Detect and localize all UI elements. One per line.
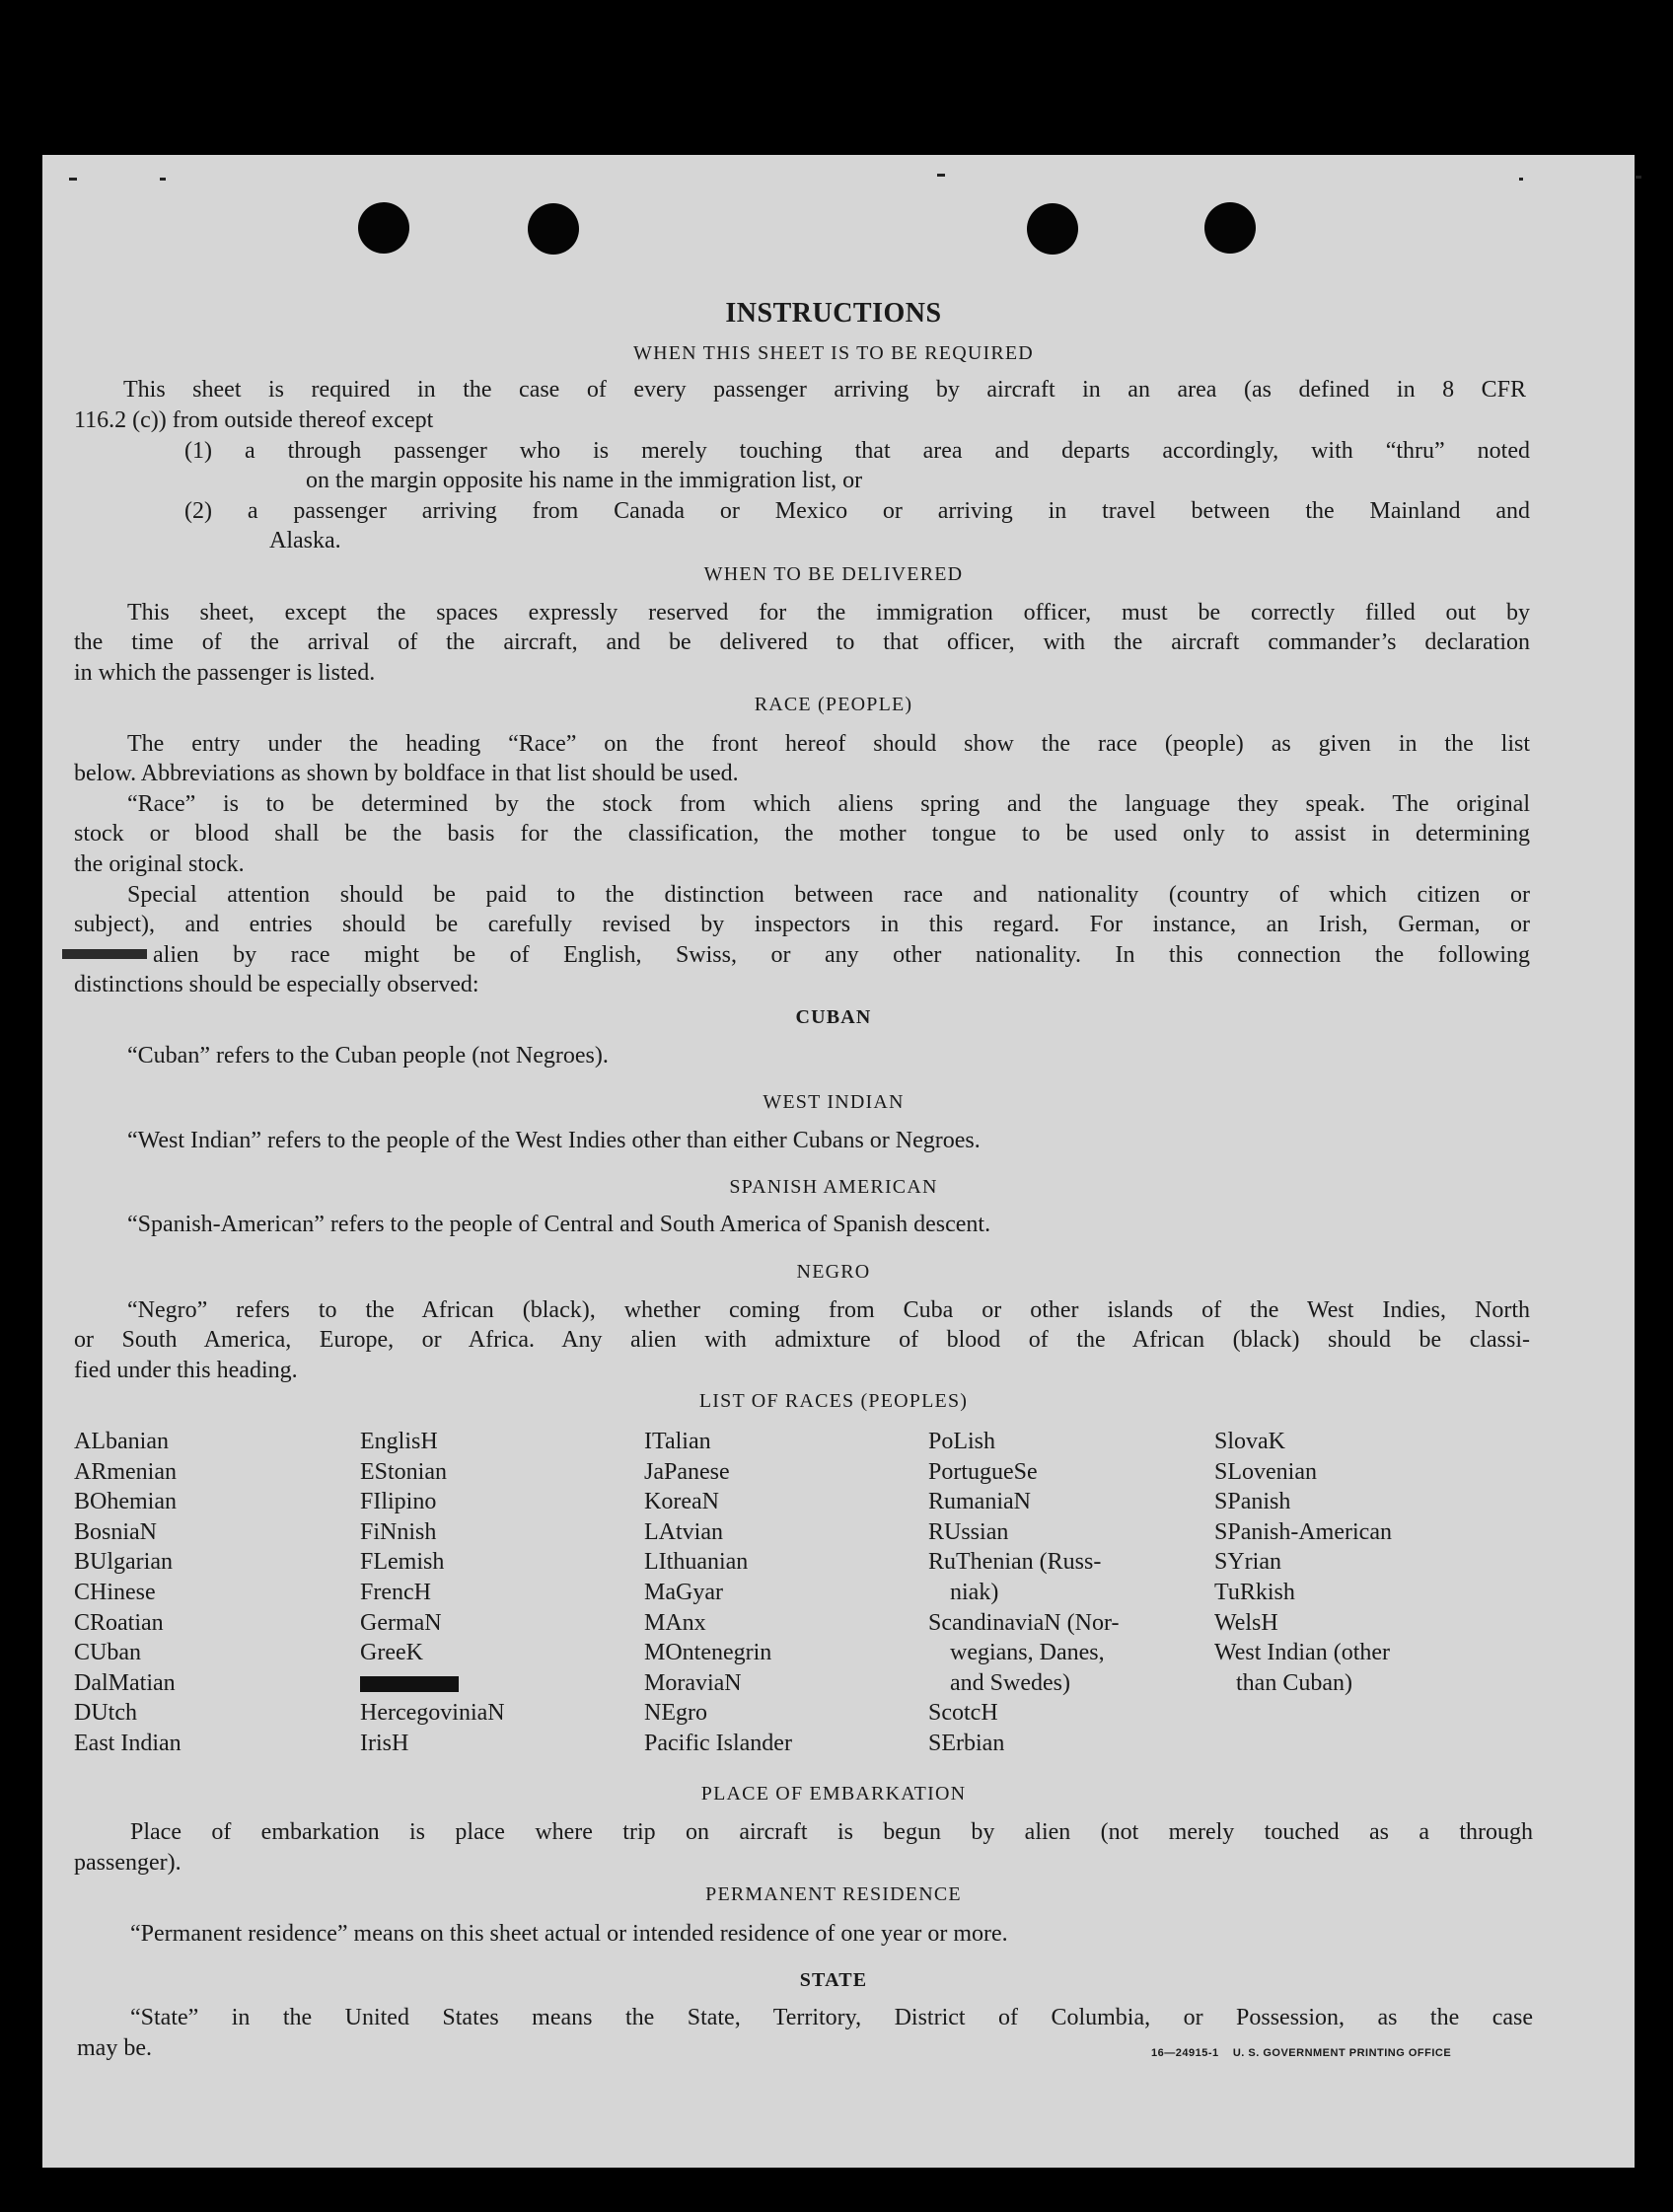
text-line: Special attention should be paid to the distinction between race and nationality (country of which citizen or bbox=[127, 882, 1530, 908]
text-line: “Race” is to be determined by the stock from which aliens spring and the language they speak. The original bbox=[127, 791, 1530, 817]
race-item: SPanish-American bbox=[1214, 1518, 1392, 1545]
race-item: CRoatian bbox=[74, 1609, 164, 1636]
race-item: RUssian bbox=[928, 1518, 1009, 1545]
race-item: SlovaK bbox=[1214, 1429, 1285, 1454]
text-line: (1) a through passenger who is merely touching that area and departs accordingly, with “thru” noted bbox=[184, 438, 1530, 464]
text-line: the time of the arrival of the aircraft, and be delivered to that officer, with the aircraft commander’s declaration bbox=[74, 629, 1530, 655]
race-item: LAtvian bbox=[644, 1518, 723, 1545]
race-item: SLovenian bbox=[1214, 1458, 1317, 1485]
race-item: LIthuanian bbox=[644, 1549, 749, 1576]
race-item: MOntenegrin bbox=[644, 1640, 772, 1666]
heading-permanent-residence: PERMANENT RESIDENCE bbox=[705, 1883, 962, 1905]
race-item: MaGyar bbox=[644, 1579, 723, 1605]
text-line: below. Abbreviations as shown by boldface in that list should be used. bbox=[74, 761, 739, 786]
race-item: West Indian (other bbox=[1214, 1640, 1391, 1666]
race-item: EnglisH bbox=[360, 1429, 438, 1454]
race-item: GermaN bbox=[360, 1609, 442, 1636]
race-item-redacted bbox=[360, 1668, 505, 1699]
race-item: JaPanese bbox=[644, 1458, 730, 1485]
text-line: “Permanent residence” means on this sheet actual or intended residence of one year or more. bbox=[130, 1921, 1008, 1947]
text-line: (2) a passenger arriving from Canada or Mexico or arriving in travel between the Mainland and bbox=[184, 498, 1530, 524]
race-item: WelsH bbox=[1214, 1609, 1278, 1636]
scan-speck bbox=[1636, 176, 1641, 179]
race-item: ARmenian bbox=[74, 1458, 177, 1485]
heading-place-of-embarkation: PLACE OF EMBARKATION bbox=[700, 1783, 967, 1805]
text-line: or South America, Europe, or Africa. Any alien with admixture of blood of the African (black) should be classi- bbox=[74, 1327, 1530, 1353]
races-column-5 bbox=[1214, 1427, 1392, 1698]
race-item: NEgro bbox=[644, 1700, 707, 1727]
race-item: TuRkish bbox=[1214, 1579, 1295, 1605]
text-line: stock or blood shall be the basis for the classification, the mother tongue to be used only to assist in determining bbox=[74, 821, 1530, 847]
race-item: SYrian bbox=[1214, 1549, 1281, 1576]
heading-when-delivered: WHEN TO BE DELIVERED bbox=[703, 563, 964, 585]
race-item: FLemish bbox=[360, 1549, 445, 1576]
race-item: Pacific Islander bbox=[644, 1730, 792, 1756]
race-item: BOhemian bbox=[74, 1489, 177, 1515]
text-line: fied under this heading. bbox=[74, 1358, 298, 1383]
heading-list-of-races: LIST OF RACES (PEOPLES) bbox=[698, 1390, 969, 1412]
text-line: “West Indian” refers to the people of the West Indies other than either Cubans or Negroes. bbox=[127, 1128, 981, 1153]
race-item: ScotcH bbox=[928, 1700, 998, 1727]
text-line: passenger). bbox=[74, 1850, 182, 1876]
race-item: ITalian bbox=[644, 1429, 711, 1454]
race-item: FiNnish bbox=[360, 1518, 437, 1545]
text-line: “State” in the United States means the State, Territory, District of Columbia, or Possession, as the case bbox=[130, 2005, 1533, 2030]
text-line: alien by race might be of English, Swiss, or any other nationality. In this connection the following bbox=[153, 942, 1530, 968]
race-item: PoLish bbox=[928, 1429, 996, 1454]
race-item: MAnx bbox=[644, 1609, 706, 1636]
heading-negro: NEGRO bbox=[796, 1261, 871, 1283]
race-item: BUlgarian bbox=[74, 1549, 173, 1576]
redaction-mark bbox=[360, 1676, 459, 1692]
race-item: HercegoviniaN bbox=[360, 1700, 505, 1727]
text-line: Alaska. bbox=[269, 528, 341, 553]
races-column-2 bbox=[360, 1427, 505, 1759]
text-line: the original stock. bbox=[74, 851, 245, 877]
page-title: INSTRUCTIONS bbox=[725, 298, 942, 329]
race-item: wegians, Danes, bbox=[950, 1640, 1105, 1666]
text-line: Place of embarkation is place where trip on aircraft is begun by alien (not merely touched as a through bbox=[130, 1819, 1533, 1845]
printing-office-footer: 16—24915-1 U. S. GOVERNMENT PRINTING OFFICE bbox=[1151, 2047, 1452, 2059]
heading-west-indian: WEST INDIAN bbox=[763, 1091, 905, 1113]
text-line: This sheet is required in the case of every passenger arriving by aircraft in an area (as defined in 8 CFR bbox=[123, 377, 1526, 403]
race-item: SPanish bbox=[1214, 1489, 1291, 1515]
race-item: DalMatian bbox=[74, 1669, 176, 1696]
race-item: DUtch bbox=[74, 1700, 137, 1727]
race-item: RumaniaN bbox=[928, 1489, 1031, 1515]
heading-spanish-american: SPANISH AMERICAN bbox=[729, 1176, 938, 1198]
text-line: distinctions should be especially observed: bbox=[74, 972, 479, 997]
race-item: East Indian bbox=[74, 1730, 182, 1756]
races-column-4 bbox=[928, 1427, 1119, 1759]
race-item: BosniaN bbox=[74, 1518, 157, 1545]
race-item: FIlipino bbox=[360, 1489, 437, 1515]
race-item: CHinese bbox=[74, 1579, 156, 1605]
race-item: GreeK bbox=[360, 1640, 423, 1666]
race-item: MoraviaN bbox=[644, 1669, 742, 1696]
content bbox=[74, 0, 1593, 2212]
race-item: RuThenian (Russ- bbox=[928, 1549, 1102, 1576]
race-item: and Swedes) bbox=[950, 1669, 1070, 1696]
races-column-1 bbox=[74, 1427, 182, 1759]
heading-when-required: WHEN THIS SHEET IS TO BE REQUIRED bbox=[633, 342, 1034, 364]
text-line: subject), and entries should be carefully revised by inspectors in this regard. For instance, an Irish, German, or bbox=[74, 912, 1530, 937]
race-item: FrencH bbox=[360, 1579, 431, 1605]
race-item: IrisH bbox=[360, 1730, 409, 1756]
race-item: ScandinaviaN (Nor- bbox=[928, 1609, 1120, 1636]
text-line: “Negro” refers to the African (black), whether coming from Cuba or other islands of the West Indies, North bbox=[127, 1297, 1530, 1323]
text-line: in which the passenger is listed. bbox=[74, 660, 376, 686]
redaction-mark bbox=[62, 949, 147, 959]
heading-cuban: CUBAN bbox=[795, 1006, 872, 1028]
text-line: may be. bbox=[77, 2035, 152, 2061]
race-item: EStonian bbox=[360, 1458, 447, 1485]
race-item: than Cuban) bbox=[1236, 1669, 1352, 1696]
race-item: niak) bbox=[950, 1579, 999, 1605]
race-item: ALbanian bbox=[74, 1429, 169, 1454]
race-item: CUban bbox=[74, 1640, 141, 1666]
text-line: “Spanish-American” refers to the people of Central and South America of Spanish descent. bbox=[127, 1212, 991, 1237]
text-line: “Cuban” refers to the Cuban people (not Negroes). bbox=[127, 1043, 609, 1069]
race-item: SErbian bbox=[928, 1730, 1005, 1756]
heading-race: RACE (PEOPLE) bbox=[754, 694, 913, 715]
text-line: on the margin opposite his name in the immigration list, or bbox=[306, 468, 863, 493]
race-item: KoreaN bbox=[644, 1489, 719, 1515]
heading-state: STATE bbox=[799, 1969, 868, 1991]
races-column-3 bbox=[644, 1427, 792, 1759]
text-line: This sheet, except the spaces expressly reserved for the immigration officer, must be correctly filled out by bbox=[127, 600, 1530, 626]
race-item: PortugueSe bbox=[928, 1458, 1038, 1485]
text-line: The entry under the heading “Race” on the front hereof should show the race (people) as given in the list bbox=[127, 731, 1530, 757]
text-line: 116.2 (c)) from outside thereof except bbox=[74, 407, 434, 433]
